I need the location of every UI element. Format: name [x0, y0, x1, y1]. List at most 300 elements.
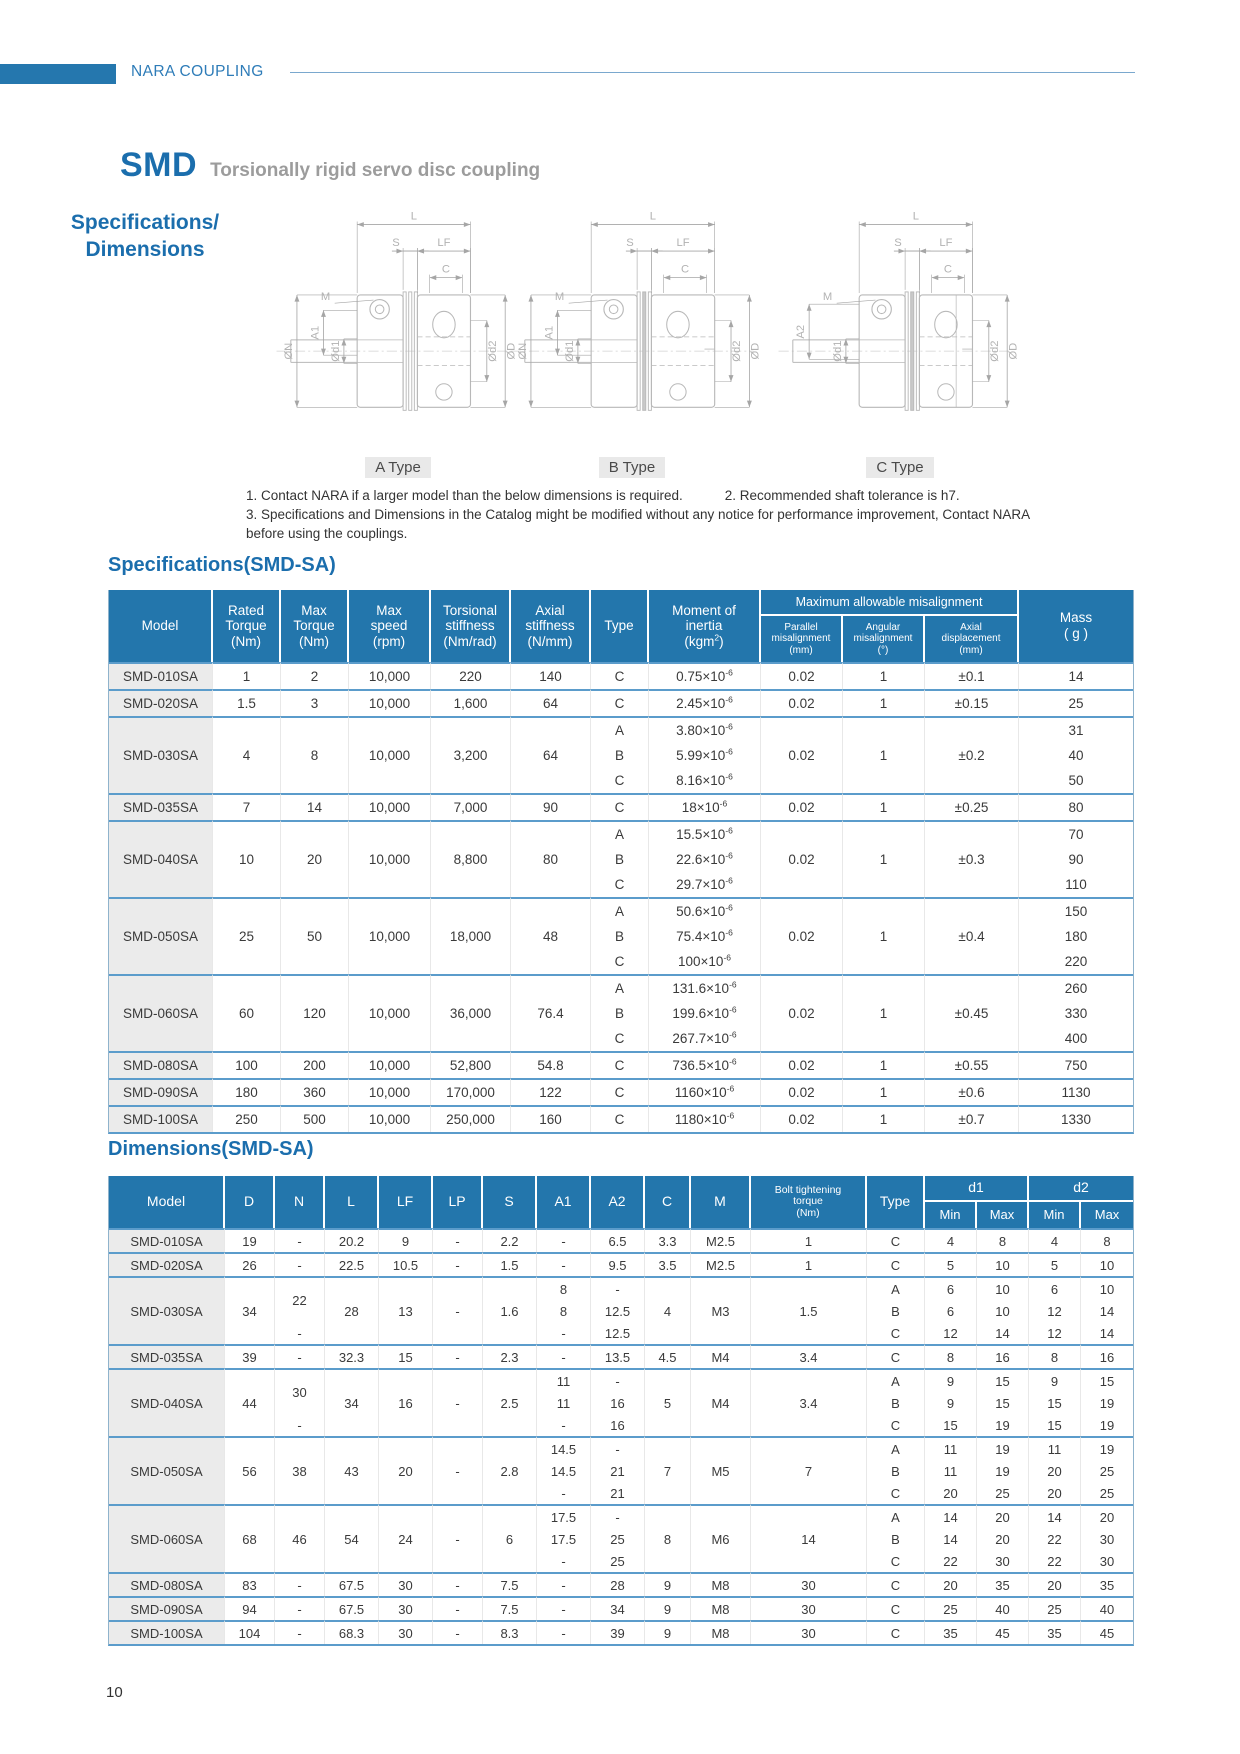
table-cell: 30 [275, 1368, 325, 1414]
table-cell: 34 [225, 1276, 275, 1344]
table-cell: 25 [1081, 1482, 1133, 1504]
table-cell: ±0.6 [925, 1078, 1019, 1105]
table-cell: - [537, 1252, 591, 1276]
table-cell: B [591, 743, 649, 768]
table-cell: 19 [977, 1414, 1029, 1436]
dim-col-lf: LF [379, 1176, 433, 1228]
table-cell: 22.5 [325, 1252, 379, 1276]
table-cell: 43 [325, 1436, 379, 1504]
table-cell: - [591, 1276, 645, 1300]
table-cell: 750 [1019, 1051, 1133, 1078]
table-cell: 10,000 [349, 820, 431, 897]
table-cell: 25 [1019, 689, 1133, 716]
table-cell: - [537, 1482, 591, 1504]
table-cell: 1 [213, 662, 281, 689]
table-cell: 10 [977, 1300, 1029, 1322]
table-cell: 170,000 [431, 1078, 511, 1105]
table-cell: 10 [977, 1276, 1029, 1300]
table-cell: 3.4 [751, 1344, 867, 1368]
table-cell: - [433, 1252, 483, 1276]
dim-col-a1: A1 [537, 1176, 591, 1228]
svg-text:S: S [626, 236, 634, 249]
table-cell: 3.5 [645, 1252, 691, 1276]
section-heading [38, 210, 252, 264]
table-cell: C [867, 1252, 925, 1276]
table-cell: SMD-030SA [109, 716, 213, 793]
dim-col-d: D [225, 1176, 275, 1228]
table-cell: C [591, 662, 649, 689]
table-cell: 11 [537, 1368, 591, 1392]
dim-col-n: N [275, 1176, 325, 1228]
table-cell: $100\times 10^{-6}$ [649, 949, 761, 974]
table-cell: 68.3 [325, 1620, 379, 1644]
dim-col-d1-min: Min [925, 1202, 977, 1228]
table-cell: 54.8 [511, 1051, 591, 1078]
table-cell: 20 [379, 1436, 433, 1504]
table-cell: 11 [1029, 1436, 1081, 1460]
table-cell: 15 [925, 1414, 977, 1436]
table-cell: $15.5\times 10^{-6}$ [649, 820, 761, 847]
table-cell: 34 [325, 1368, 379, 1436]
table-cell: M4 [691, 1344, 751, 1368]
spec-col-type: Type [591, 590, 649, 662]
table-cell: 14.5 [537, 1436, 591, 1460]
svg-text:LF: LF [437, 236, 451, 249]
spec-col-inertia: Moment of inertia (kgm$^2$) [649, 590, 761, 662]
table-cell: - [275, 1344, 325, 1368]
dim-col-a2: A2 [591, 1176, 645, 1228]
table-cell: 9 [645, 1620, 691, 1644]
table-cell: 150 [1019, 897, 1133, 924]
table-cell: 9 [925, 1368, 977, 1392]
table-cell: 10,000 [349, 793, 431, 820]
table-cell: 64 [511, 716, 591, 793]
table-cell: 22 [1029, 1550, 1081, 1572]
table-cell: C [591, 768, 649, 793]
table-cell: 4.5 [645, 1344, 691, 1368]
header-rule [290, 72, 1135, 73]
table-cell: 7 [213, 793, 281, 820]
table-cell: 12 [925, 1322, 977, 1344]
table-cell: B [591, 924, 649, 949]
dim-col-m: M [691, 1176, 751, 1228]
table-cell: 9.5 [591, 1252, 645, 1276]
table-cell: 1 [843, 1105, 925, 1132]
table-cell: 2 [281, 662, 349, 689]
table-cell: SMD-035SA [109, 1344, 225, 1368]
table-cell: 64 [511, 689, 591, 716]
table-cell: 28 [325, 1276, 379, 1344]
table-cell: ±0.4 [925, 897, 1019, 974]
table-cell: 3.4 [751, 1368, 867, 1436]
table-cell: 1.5 [751, 1276, 867, 1344]
table-cell: C [591, 1078, 649, 1105]
table-cell: 14 [925, 1504, 977, 1528]
table-cell: 94 [225, 1596, 275, 1620]
table-cell: 1 [843, 662, 925, 689]
table-cell: 10,000 [349, 662, 431, 689]
table-cell: - [275, 1572, 325, 1596]
table-cell: 25 [213, 897, 281, 974]
table-cell: 19 [977, 1460, 1029, 1482]
table-cell: 10,000 [349, 689, 431, 716]
table-cell: 14.5 [537, 1460, 591, 1482]
table-cell: SMD-100SA [109, 1105, 213, 1132]
table-cell: 19 [1081, 1392, 1133, 1414]
section-heading-line1: Specifications/ [70, 211, 220, 234]
table-cell: 120 [281, 974, 349, 1051]
table-cell: A [867, 1368, 925, 1392]
svg-text:C: C [943, 263, 953, 276]
table-cell: SMD-090SA [109, 1078, 213, 1105]
product-subtitle: Torsionally rigid servo disc coupling [210, 160, 541, 181]
table-cell: - [537, 1550, 591, 1572]
table-cell: 7 [751, 1436, 867, 1504]
table-cell: 12 [1029, 1300, 1081, 1322]
table-cell: B [867, 1528, 925, 1550]
table-cell: 6 [925, 1300, 977, 1322]
table-row [109, 1078, 1133, 1105]
section-heading-line2: Dimensions [85, 237, 205, 261]
table-cell: $736.5\times 10^{-6}$ [649, 1051, 761, 1078]
table-cell: 7.5 [483, 1596, 537, 1620]
table-cell: C [867, 1620, 925, 1644]
table-row [109, 1344, 1133, 1368]
table-cell: SMD-060SA [109, 974, 213, 1051]
table-cell: 1 [843, 793, 925, 820]
table-cell: 19 [1081, 1436, 1133, 1460]
dim-col-d2-group: d2 [1029, 1176, 1133, 1202]
table-cell: 20 [925, 1482, 977, 1504]
table-cell: 10,000 [349, 1078, 431, 1105]
table-cell: 7.5 [483, 1572, 537, 1596]
table-cell: 12 [1029, 1322, 1081, 1344]
dim-col-bolt-torque: Bolt tightening torque (Nm) [751, 1176, 867, 1228]
table-cell: SMD-010SA [109, 1228, 225, 1252]
table-cell: $1180\times 10^{-6}$ [649, 1105, 761, 1132]
table-cell: $267.7\times 10^{-6}$ [649, 1026, 761, 1051]
table-cell: 20 [1029, 1482, 1081, 1504]
table-cell: $199.6\times 10^{-6}$ [649, 1001, 761, 1026]
table-cell: 1 [751, 1252, 867, 1276]
dim-table [108, 1176, 1134, 1646]
table-cell: 8 [537, 1300, 591, 1322]
table-cell: 5 [645, 1368, 691, 1436]
table-cell: A [591, 897, 649, 924]
table-row [109, 1620, 1133, 1644]
table-cell: 2.8 [483, 1436, 537, 1504]
table-cell: 70 [1019, 820, 1133, 847]
table-cell: 7 [645, 1436, 691, 1504]
table-cell: $8.16\times 10^{-6}$ [649, 768, 761, 793]
table-cell: 4 [213, 716, 281, 793]
spec-col-model: Model [109, 590, 213, 662]
table-cell: SMD-090SA [109, 1596, 225, 1620]
note-2: 2. Recommended shaft tolerance is h7. [724, 488, 960, 503]
table-cell: 18,000 [431, 897, 511, 974]
svg-text:Ød2: Ød2 [487, 340, 499, 362]
table-cell: 35 [977, 1572, 1029, 1596]
table-cell: SMD-050SA [109, 897, 213, 974]
table-cell: 10,000 [349, 1051, 431, 1078]
table-cell: 360 [281, 1078, 349, 1105]
table-cell: 0.02 [761, 1078, 843, 1105]
table-cell: A [591, 820, 649, 847]
table-cell: 19 [225, 1228, 275, 1252]
spec-col-axial-stiffness: Axial stiffness (N/mm) [511, 590, 591, 662]
product-code: SMD [120, 146, 198, 184]
table-cell: 90 [1019, 847, 1133, 872]
table-cell: 15 [1029, 1392, 1081, 1414]
svg-text:L: L [410, 210, 417, 223]
table-cell: M6 [691, 1504, 751, 1572]
table-cell: 330 [1019, 1001, 1133, 1026]
svg-text:ØN: ØN [282, 342, 295, 360]
dim-col-c: C [645, 1176, 691, 1228]
table-cell: ±0.45 [925, 974, 1019, 1051]
table-cell: 8,800 [431, 820, 511, 897]
table-cell: 14 [1081, 1300, 1133, 1322]
table-cell: $75.4\times 10^{-6}$ [649, 924, 761, 949]
table-cell: 3,200 [431, 716, 511, 793]
table-cell: C [867, 1482, 925, 1504]
table-cell: 0.02 [761, 1105, 843, 1132]
table-cell: 35 [1029, 1620, 1081, 1644]
table-cell: 0.02 [761, 716, 843, 793]
table-cell: C [867, 1414, 925, 1436]
table-cell: - [275, 1252, 325, 1276]
table-cell: C [867, 1322, 925, 1344]
table-cell: 20 [977, 1504, 1029, 1528]
table-cell: 17.5 [537, 1504, 591, 1528]
table-cell: 48 [511, 897, 591, 974]
table-cell: SMD-020SA [109, 1252, 225, 1276]
table-cell: M4 [691, 1368, 751, 1436]
table-cell: $3.80\times 10^{-6}$ [649, 716, 761, 743]
table-cell: 30 [379, 1572, 433, 1596]
brand-bar [0, 64, 116, 84]
table-cell: 80 [1019, 793, 1133, 820]
svg-text:S: S [894, 236, 902, 249]
table-cell: C [591, 872, 649, 897]
drawing-caption-a: A Type [365, 457, 431, 478]
table-cell: SMD-080SA [109, 1051, 213, 1078]
table-cell: ±0.7 [925, 1105, 1019, 1132]
table-cell: 8 [537, 1276, 591, 1300]
table-row [109, 1252, 1133, 1276]
table-cell: 250 [213, 1105, 281, 1132]
table-cell: 10,000 [349, 716, 431, 793]
table-cell: 16 [977, 1344, 1029, 1368]
table-cell: 8 [645, 1504, 691, 1572]
table-cell: 14 [925, 1528, 977, 1550]
table-cell: 10 [1081, 1276, 1133, 1300]
table-row [109, 974, 1133, 1001]
table-cell: 45 [977, 1620, 1029, 1644]
table-cell: 44 [225, 1368, 275, 1436]
table-cell: 14 [1029, 1504, 1081, 1528]
spec-col-rated-torque: Rated Torque (Nm) [213, 590, 281, 662]
table-cell: 20 [925, 1572, 977, 1596]
table-cell: 17.5 [537, 1528, 591, 1550]
table-cell: 50 [281, 897, 349, 974]
table-cell: 30 [1081, 1550, 1133, 1572]
dim-col-l: L [325, 1176, 379, 1228]
spec-col-torsional-stiffness: Torsional stiffness (Nm/rad) [431, 590, 511, 662]
spec-heading: Specifications(SMD-SA) [108, 554, 336, 576]
table-cell: M2.5 [691, 1252, 751, 1276]
svg-text:C: C [681, 263, 690, 276]
table-cell: 1130 [1019, 1078, 1133, 1105]
technical-drawing-c [760, 198, 1040, 478]
table-cell: M5 [691, 1436, 751, 1504]
table-cell: 40 [1081, 1596, 1133, 1620]
table-cell: 1.5 [483, 1252, 537, 1276]
table-cell: 1 [843, 1051, 925, 1078]
table-cell: 9 [925, 1392, 977, 1414]
svg-text:M: M [320, 291, 331, 304]
table-cell: A [867, 1276, 925, 1300]
spec-table [108, 590, 1134, 1134]
table-cell: 20 [1029, 1572, 1081, 1596]
spec-col-max-torque: Max Torque (Nm) [281, 590, 349, 662]
svg-text:Ød2: Ød2 [989, 340, 1001, 362]
table-cell: 1 [843, 716, 925, 793]
table-cell: 14 [1081, 1322, 1133, 1344]
notes [246, 487, 1038, 544]
table-cell: 12.5 [591, 1300, 645, 1322]
svg-text:S: S [392, 236, 400, 249]
svg-text:ØD: ØD [505, 342, 518, 360]
table-cell: 2.3 [483, 1344, 537, 1368]
svg-text:A2: A2 [795, 324, 808, 339]
table-cell: 3 [281, 689, 349, 716]
coupling-drawing-c-svg [760, 198, 1040, 443]
table-cell: ±0.55 [925, 1051, 1019, 1078]
spec-col-axial-displacement: Axial displacement (mm) [925, 616, 1019, 662]
table-cell: M8 [691, 1596, 751, 1620]
table-cell: 40 [977, 1596, 1029, 1620]
table-cell: - [433, 1572, 483, 1596]
table-cell: 1 [843, 689, 925, 716]
table-cell: 10 [213, 820, 281, 897]
table-cell: SMD-060SA [109, 1504, 225, 1572]
spec-col-angular: Angular misalignment (°) [843, 616, 925, 662]
table-cell: - [275, 1596, 325, 1620]
table-cell: 24 [379, 1504, 433, 1572]
table-cell: 104 [225, 1620, 275, 1644]
table-cell: 56 [225, 1436, 275, 1504]
table-cell: 21 [591, 1460, 645, 1482]
table-cell: 8 [1029, 1344, 1081, 1368]
table-cell: 13.5 [591, 1344, 645, 1368]
table-cell: 20 [281, 820, 349, 897]
table-cell: - [537, 1596, 591, 1620]
dim-col-model: Model [109, 1176, 225, 1228]
page-title [120, 146, 540, 185]
table-cell: 25 [591, 1550, 645, 1572]
table-cell: - [591, 1368, 645, 1392]
svg-text:ØD: ØD [1007, 342, 1020, 360]
table-cell: 21 [591, 1482, 645, 1504]
table-cell: 1.5 [213, 689, 281, 716]
table-cell: 35 [925, 1620, 977, 1644]
dim-col-d2-min: Min [1029, 1202, 1081, 1228]
table-cell: M8 [691, 1620, 751, 1644]
table-cell: 15 [977, 1392, 1029, 1414]
table-cell: 28 [591, 1572, 645, 1596]
table-cell: C [867, 1344, 925, 1368]
table-cell: 6 [1029, 1276, 1081, 1300]
table-cell: 30 [1081, 1528, 1133, 1550]
svg-text:A1: A1 [543, 325, 556, 340]
table-cell: 10 [1081, 1252, 1133, 1276]
table-cell: 8 [1081, 1228, 1133, 1252]
table-cell: 20.2 [325, 1228, 379, 1252]
table-cell: A [591, 974, 649, 1001]
svg-text:LF: LF [676, 236, 690, 249]
svg-text:ØD: ØD [749, 342, 762, 360]
table-cell: 9 [645, 1572, 691, 1596]
table-cell: 22 [1029, 1528, 1081, 1550]
dim-col-d2-max: Max [1081, 1202, 1133, 1228]
table-cell: 5 [1029, 1252, 1081, 1276]
table-cell: C [867, 1228, 925, 1252]
table-cell: M2.5 [691, 1228, 751, 1252]
table-cell: 30 [977, 1550, 1029, 1572]
table-cell: 160 [511, 1105, 591, 1132]
table-cell: $0.75\times 10^{-6}$ [649, 662, 761, 689]
table-cell: 15 [977, 1368, 1029, 1392]
dim-col-s: S [483, 1176, 537, 1228]
table-row [109, 1105, 1133, 1132]
table-cell: - [433, 1228, 483, 1252]
table-cell: - [275, 1414, 325, 1436]
table-cell: 10,000 [349, 974, 431, 1051]
table-row [109, 1596, 1133, 1620]
table-cell: 25 [925, 1596, 977, 1620]
table-cell: C [867, 1550, 925, 1572]
table-cell: 25 [977, 1482, 1029, 1504]
table-cell: SMD-010SA [109, 662, 213, 689]
table-cell: - [537, 1322, 591, 1344]
technical-drawing-b [492, 198, 772, 478]
table-cell: 35 [1081, 1572, 1133, 1596]
table-cell: 13 [379, 1276, 433, 1344]
coupling-drawing-b-svg [492, 198, 772, 443]
table-cell: ±0.2 [925, 716, 1019, 793]
table-cell: - [433, 1436, 483, 1504]
table-cell: 122 [511, 1078, 591, 1105]
table-row [109, 820, 1133, 847]
table-cell: 4 [645, 1276, 691, 1344]
table-cell: B [867, 1392, 925, 1414]
svg-text:Ød1: Ød1 [329, 340, 342, 362]
table-cell: SMD-035SA [109, 793, 213, 820]
table-cell: 6.5 [591, 1228, 645, 1252]
page-number: 10 [106, 1684, 123, 1701]
table-cell: 0.02 [761, 820, 843, 897]
table-cell: 16 [591, 1414, 645, 1436]
table-cell: 8 [281, 716, 349, 793]
table-cell: 11 [537, 1392, 591, 1414]
table-cell: 25 [1081, 1460, 1133, 1482]
table-cell: 200 [281, 1051, 349, 1078]
note-3: 3. Specifications and Dimensions in the Catalog might be modified without any notice for performance improvement, Contact NARA before using the couplings. [246, 506, 1030, 541]
svg-text:Ød1: Ød1 [563, 340, 576, 362]
table-cell: SMD-100SA [109, 1620, 225, 1644]
table-cell: - [537, 1572, 591, 1596]
